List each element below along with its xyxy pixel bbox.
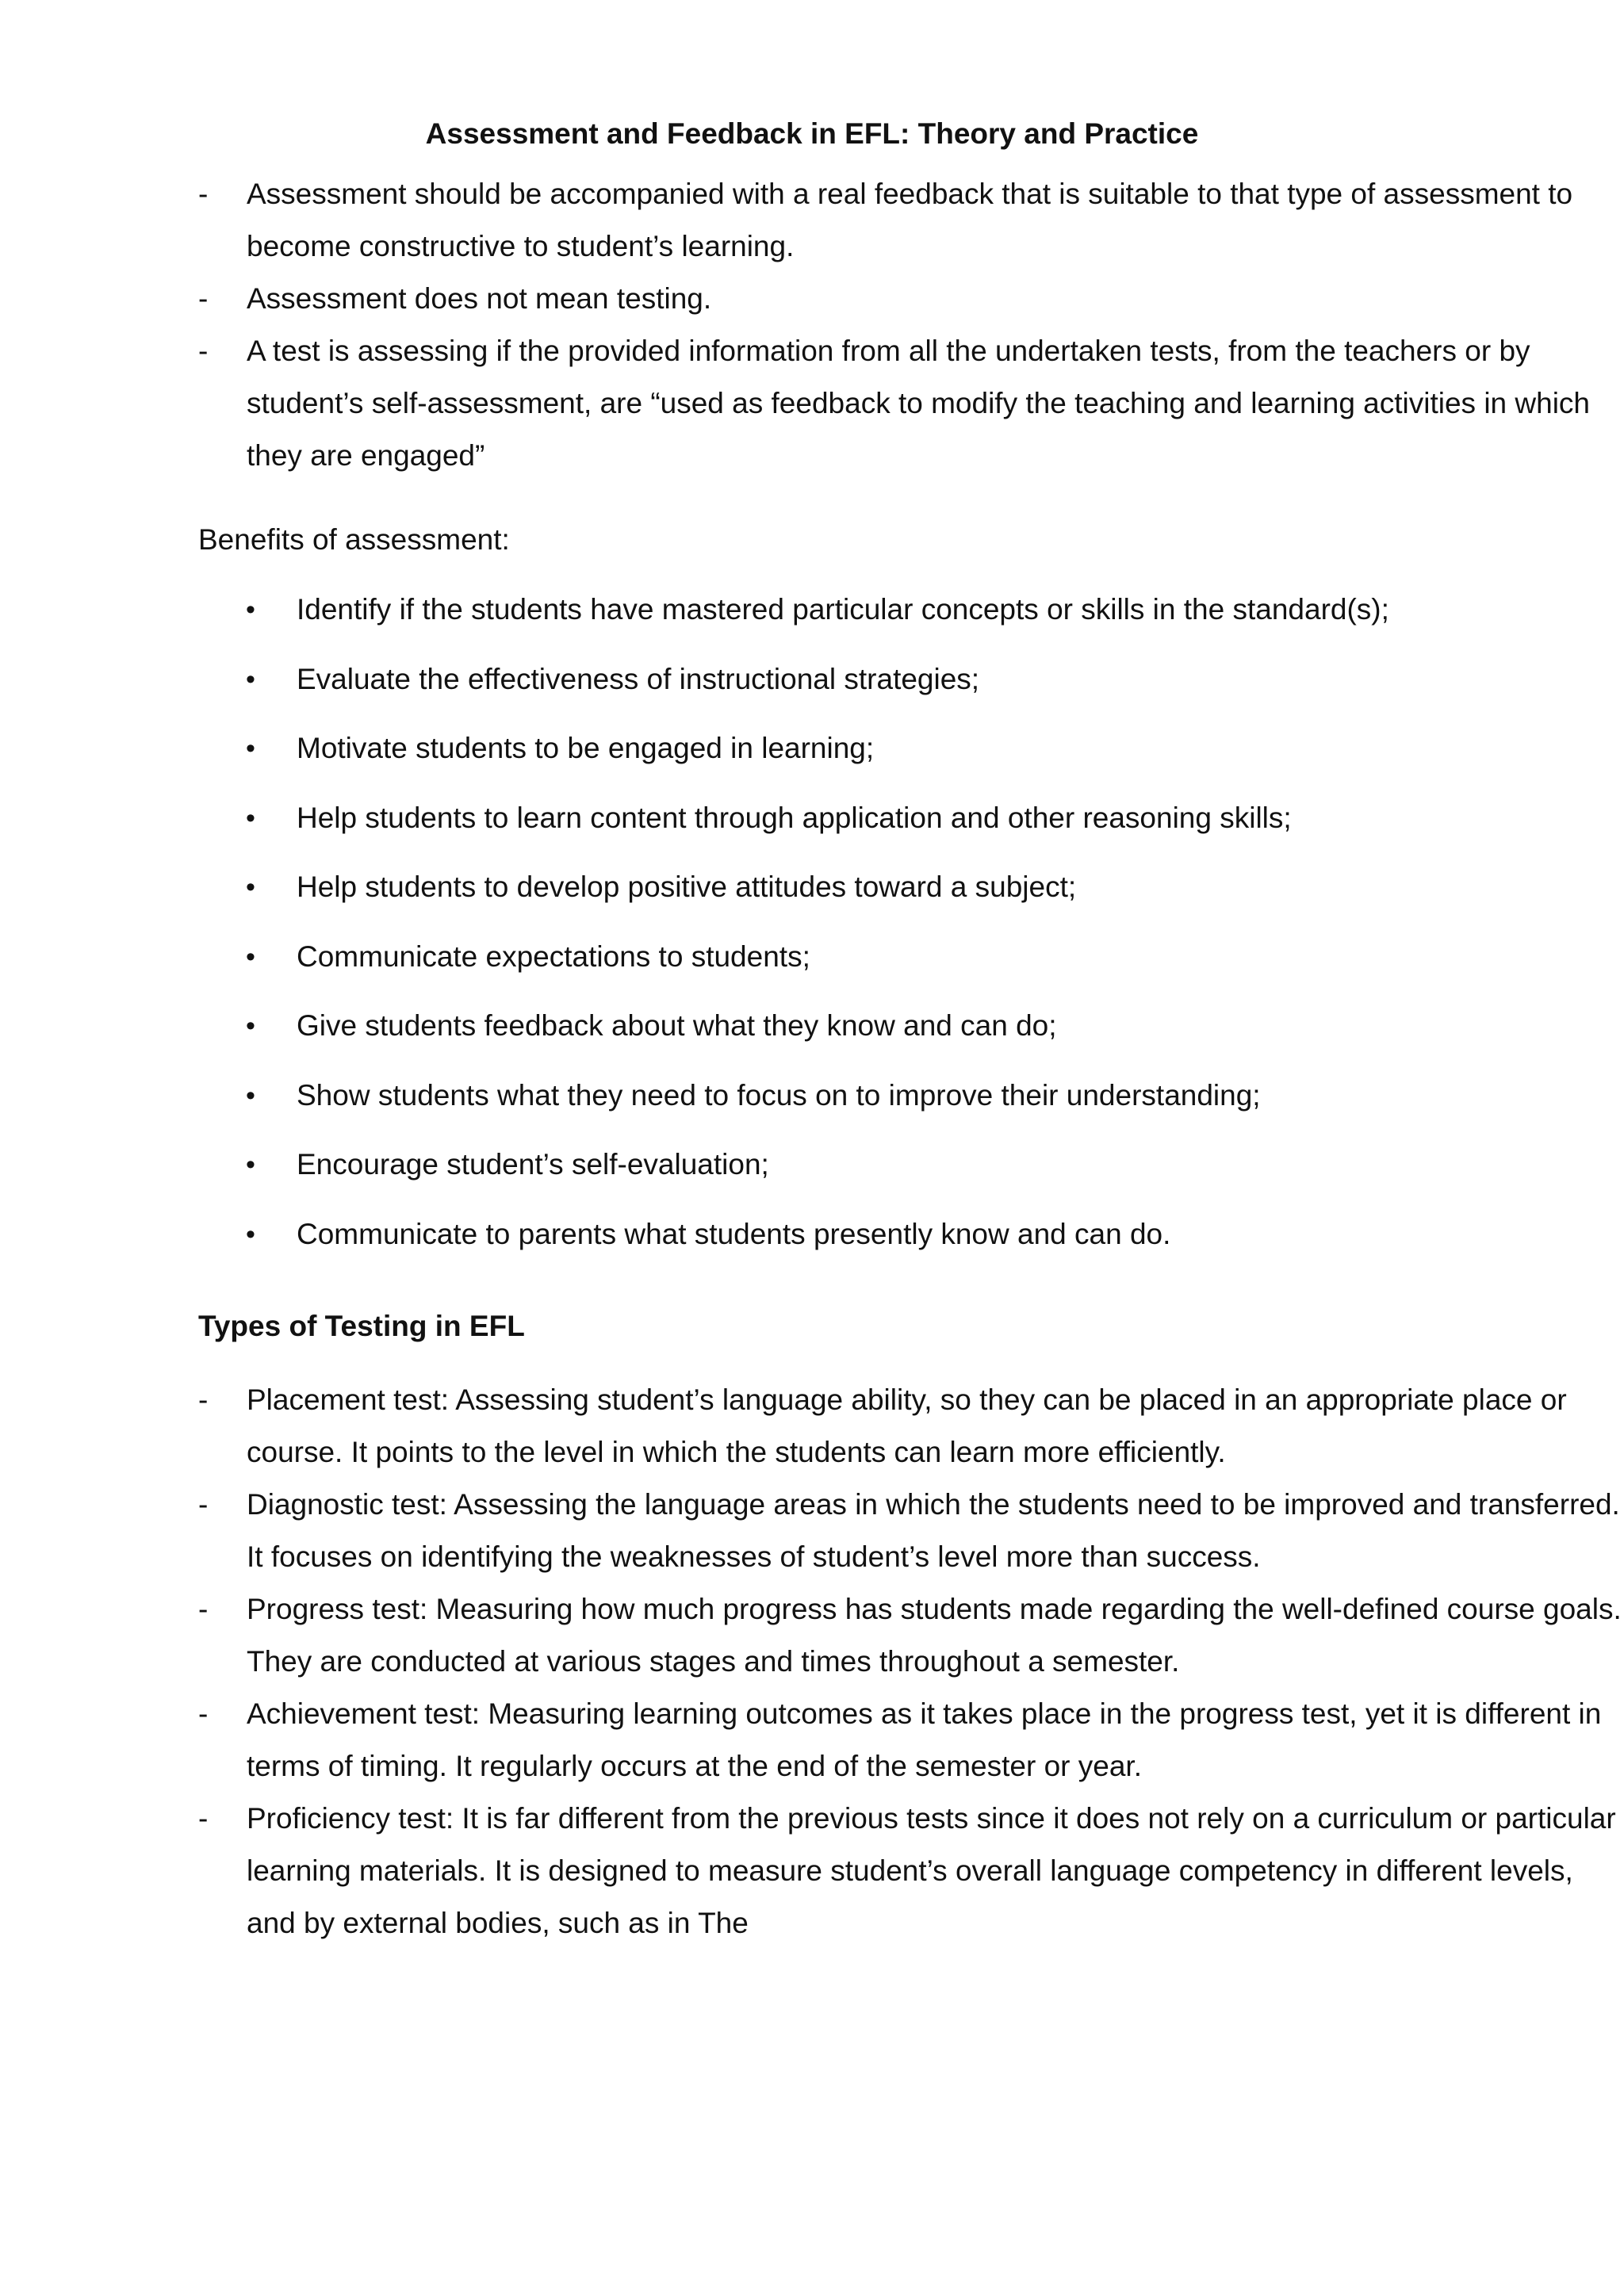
bullet-marker: •	[246, 941, 255, 972]
document-title: Assessment and Feedback in EFL: Theory and Practice	[425, 117, 1199, 150]
list-item	[198, 729, 1624, 798]
dash-marker: -	[198, 335, 209, 367]
list-item	[198, 1215, 1624, 1284]
dash-marker: -	[198, 1383, 209, 1416]
bullet-marker: •	[246, 664, 255, 695]
list-item-text: Motivate students to be engaged in learning;	[297, 732, 875, 764]
dash-marker: -	[198, 1593, 209, 1625]
list-item-text: Help students to learn content through application and other reasoning skills;	[297, 801, 1292, 834]
list-item	[198, 798, 1624, 868]
list-item-text: Diagnostic test: Assessing the language areas in which the students need to be improved and transferred. It focuses on identifying the weaknesses of student’s level more than success.	[247, 1488, 1620, 1573]
list-item-text: Identify if the students have mastered particular concepts or skills in the standard(s);	[297, 593, 1389, 626]
list-item-text: Achievement test: Measuring learning outcomes as it takes place in the progress test, yet it is different in terms of timing. It regularly occurs at the end of the semester or year.	[247, 1697, 1602, 1782]
bullet-marker: •	[246, 802, 255, 833]
dash-marker: -	[198, 282, 209, 315]
list-item-text: Placement test: Assessing student’s language ability, so they can be placed in an appropriate place or course. It points to the level in which the students can learn more efficiently.	[247, 1383, 1567, 1468]
benefits-heading: Benefits of assessment:	[198, 523, 510, 556]
list-item	[198, 660, 1624, 729]
list-item	[198, 1145, 1624, 1215]
list-item-text: Assessment should be accompanied with a real feedback that is suitable to that type of assessment to become constructive to student’s learning.	[247, 178, 1573, 262]
list-item-text: Progress test: Measuring how much progress has students made regarding the well-defined course goals. They are conducted at various stages and times throughout a semester.	[247, 1593, 1622, 1678]
list-item-text: Communicate expectations to students;	[297, 939, 810, 973]
list-item-text: A test is assessing if the provided information from all the undertaken tests, from the teachers or by student’s self-assessment, are “used as feedback to modify the teaching and learning activities in which they are engaged”	[247, 335, 1591, 472]
bullet-marker: •	[246, 595, 255, 625]
list-item	[198, 1688, 1624, 1793]
list-item	[198, 325, 1624, 482]
list-item	[198, 937, 1624, 1007]
list-item	[198, 1793, 1624, 1950]
list-item-text: Proficiency test: It is far different from the previous tests since it does not rely on a curriculum or particular learning materials. It is designed to measure student’s overall language competency in different levels, and by external bodies, such as in The	[247, 1802, 1616, 1939]
list-item	[198, 867, 1624, 937]
list-item-text: Assessment does not mean testing.	[247, 282, 712, 315]
testing-types-list	[198, 1374, 1624, 1950]
list-item-text: Communicate to parents what students presently know and can do.	[297, 1217, 1171, 1250]
list-item-text: Show students what they need to focus on to improve their understanding;	[297, 1078, 1261, 1112]
list-item	[198, 1583, 1624, 1688]
list-item	[198, 1006, 1624, 1076]
dash-marker: -	[198, 1802, 209, 1835]
list-item-text: Evaluate the effectiveness of instructional strategies;	[297, 662, 980, 695]
bullet-marker: •	[246, 1080, 255, 1111]
list-item	[198, 1479, 1624, 1583]
bullet-marker: •	[246, 1011, 255, 1041]
list-item-text: Help students to develop positive attitudes toward a subject;	[297, 871, 1077, 903]
intro-points-list	[198, 168, 1624, 482]
list-item	[198, 273, 1624, 325]
dash-marker: -	[198, 1488, 209, 1521]
list-item	[198, 590, 1624, 660]
list-item-text: Give students feedback about what they know and can do;	[297, 1009, 1057, 1042]
benefits-list	[198, 590, 1624, 1284]
list-item-text: Encourage student’s self-evaluation;	[297, 1148, 769, 1181]
bullet-marker: •	[246, 872, 255, 902]
bullet-marker: •	[246, 1219, 255, 1249]
dash-marker: -	[198, 1697, 209, 1730]
dash-marker: -	[198, 178, 209, 210]
list-item	[198, 168, 1624, 273]
bullet-marker: •	[246, 1150, 255, 1180]
section-heading: Types of Testing in EFL	[198, 1310, 525, 1342]
list-item	[198, 1076, 1624, 1146]
bullet-marker: •	[246, 733, 255, 763]
list-item	[198, 1374, 1624, 1479]
